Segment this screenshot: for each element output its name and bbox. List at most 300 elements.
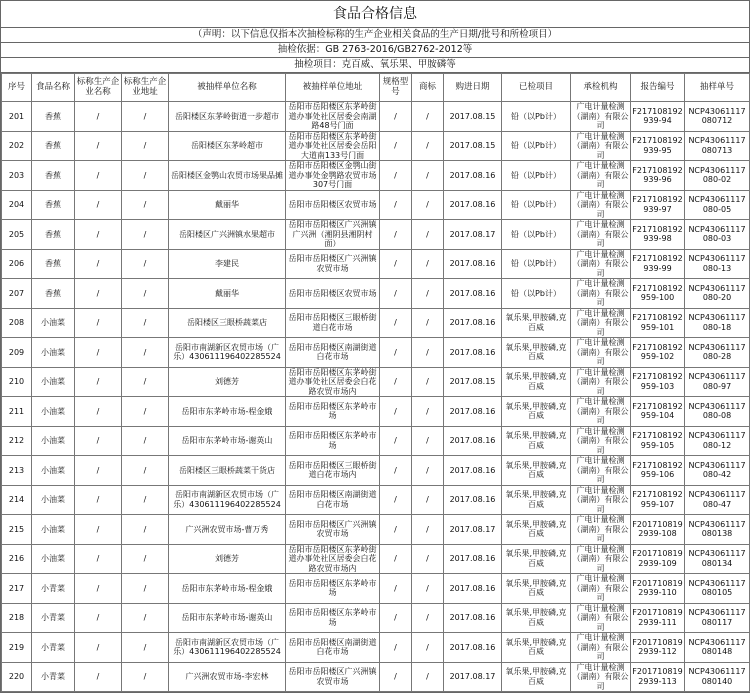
cell-sampled-unit-address: 岳阳市岳阳楼区三眼桥街道白花市场 (286, 308, 380, 338)
cell-spec: / (380, 456, 412, 486)
cell-producer-name: / (75, 279, 122, 309)
cell-producer-name: / (75, 426, 122, 456)
col-header-purchase-date: 购进日期 (444, 74, 502, 102)
cell-index: 208 (2, 308, 32, 338)
cell-report-number: F2017108192939-110 (631, 574, 685, 604)
cell-spec: / (380, 633, 412, 663)
table-header-row (2, 74, 750, 102)
cell-index: 212 (2, 426, 32, 456)
cell-sampled-unit-address: 岳阳市岳阳楼区南湖街道白花市场 (286, 633, 380, 663)
cell-sample-number: NCP43061117080-02 (685, 161, 750, 191)
cell-sample-number: NCP43061117080138 (685, 515, 750, 545)
cell-producer-name: / (75, 544, 122, 574)
cell-purchase-date: 2017.08.16 (444, 426, 502, 456)
cell-trademark: / (412, 308, 444, 338)
cell-trademark: / (412, 131, 444, 161)
cell-trademark: / (412, 397, 444, 427)
cell-producer-name: / (75, 456, 122, 486)
cell-testing-agency: 广电计量检测（湖南）有限公司 (572, 603, 629, 632)
cell-testing-agency: 广电计量检测（湖南）有限公司 (572, 426, 629, 455)
cell-tested-items: 氧乐果,甲胺磷,克百威 (502, 485, 571, 515)
cell-producer-name: / (75, 102, 122, 132)
cell-spec: / (380, 161, 412, 191)
cell-sampled-unit-name: 岳阳市东茅岭市场-程金娥 (169, 574, 286, 604)
cell-spec: / (380, 485, 412, 515)
cell-sampled-unit-address: 岳阳市岳阳楼区东茅岭市场 (286, 397, 380, 427)
cell-tested-items: 氧乐果,甲胺磷,克百威 (502, 633, 571, 663)
cell-trademark: / (412, 190, 444, 220)
cell-sampled-unit-address: 岳阳市岳阳楼区三眼桥街道白花市场内 (286, 456, 380, 486)
cell-sampled-unit-name: 岳阳楼区三眼桥蔬菜干货店 (169, 456, 286, 486)
cell-index: 207 (2, 279, 32, 309)
col-header-index: 序号 (2, 74, 32, 102)
col-header-sampled-unit-address: 被抽样单位地址 (286, 74, 380, 102)
cell-testing-agency: 广电计量检测（湖南）有限公司 (572, 544, 629, 573)
cell-tested-items: 氧乐果,甲胺磷,克百威 (502, 544, 571, 574)
cell-tested-items: 铅（以Pb计） (502, 279, 571, 309)
cell-food-name: 小青菜 (32, 633, 75, 663)
cell-testing-agency: 广电计量检测（湖南）有限公司 (572, 220, 629, 248)
cell-sampled-unit-address: 岳阳市岳阳楼区东茅岭街道办事处社区居委会岳阳大道南133号门面 (286, 131, 380, 161)
table-row (2, 279, 750, 309)
cell-sample-number: NCP43061117080140 (685, 662, 750, 692)
cell-producer-address: / (122, 220, 169, 250)
col-header-tested-items: 已检项目 (502, 74, 571, 102)
cell-report-number: F217108192939-99 (631, 249, 685, 279)
cell-sample-number: NCP43061117080-13 (685, 249, 750, 279)
cell-testing-agency: 广电计量检测（湖南）有限公司 (572, 190, 629, 219)
basis-line: 抽检依据：GB 2763-2016/GB2762-2012等 (1, 43, 749, 58)
col-header-food-name: 食品名称 (32, 74, 75, 102)
cell-food-name: 小油菜 (32, 308, 75, 338)
cell-spec: / (380, 131, 412, 161)
cell-sample-number: NCP43061117080134 (685, 544, 750, 574)
table-row (2, 456, 750, 486)
cell-report-number: F217108192959-100 (631, 279, 685, 309)
cell-food-name: 小油菜 (32, 456, 75, 486)
cell-spec: / (380, 603, 412, 633)
cell-sampled-unit-name: 岳阳市东茅岭市场-程金娥 (169, 397, 286, 427)
cell-food-name: 小油菜 (32, 515, 75, 545)
cell-food-name: 小油菜 (32, 397, 75, 427)
cell-purchase-date: 2017.08.16 (444, 338, 502, 368)
cell-sampled-unit-address: 岳阳市岳阳楼区南湖街道白花市场 (286, 485, 380, 515)
cell-tested-items: 铅（以Pb计） (502, 220, 571, 250)
cell-tested-items: 铅（以Pb计） (502, 102, 571, 132)
cell-producer-address: / (122, 367, 169, 397)
inspection-items-line: 抽检项目：克百威、氧乐果、甲胺磷等 (1, 58, 749, 73)
cell-index: 220 (2, 662, 32, 692)
cell-sampled-unit-name: 刘德芳 (169, 367, 286, 397)
cell-index: 211 (2, 397, 32, 427)
cell-sampled-unit-name: 岳阳市东茅岭市场-谢英山 (169, 426, 286, 456)
cell-testing-agency: 广电计量检测（湖南）有限公司 (572, 131, 629, 160)
cell-report-number: F217108192959-107 (631, 485, 685, 515)
cell-purchase-date: 2017.08.15 (444, 367, 502, 397)
table-row (2, 161, 750, 191)
cell-trademark: / (412, 220, 444, 250)
col-header-producer-name: 标称生产企业名称 (75, 74, 122, 102)
cell-producer-address: / (122, 308, 169, 338)
table-row (2, 338, 750, 368)
cell-producer-name: / (75, 308, 122, 338)
cell-testing-agency: 广电计量检测（湖南）有限公司 (572, 456, 629, 484)
cell-purchase-date: 2017.08.17 (444, 662, 502, 692)
cell-sampled-unit-address: 岳阳市岳阳楼区东茅岭市场 (286, 426, 380, 456)
cell-report-number: F217108192939-96 (631, 161, 685, 191)
cell-purchase-date: 2017.08.16 (444, 161, 502, 191)
cell-purchase-date: 2017.08.15 (444, 131, 502, 161)
cell-food-name: 小油菜 (32, 426, 75, 456)
cell-index: 214 (2, 485, 32, 515)
cell-testing-agency: 广电计量检测（湖南）有限公司 (572, 367, 629, 396)
cell-producer-name: / (75, 397, 122, 427)
cell-tested-items: 氧乐果,甲胺磷,克百威 (502, 308, 571, 338)
cell-producer-address: / (122, 456, 169, 486)
cell-trademark: / (412, 574, 444, 604)
table-row (2, 131, 750, 161)
cell-report-number: F217108192939-95 (631, 131, 685, 161)
cell-tested-items: 铅（以Pb计） (502, 131, 571, 161)
cell-sampled-unit-address: 岳阳市岳阳楼区金鹗山街道办事处金鹗路农贸市场307号门面 (286, 161, 380, 191)
cell-tested-items: 氧乐果,甲胺磷,克百威 (502, 367, 571, 397)
cell-food-name: 小青菜 (32, 574, 75, 604)
cell-sampled-unit-address: 岳阳市岳阳楼区东茅岭市场 (286, 574, 380, 604)
cell-food-name: 香蕉 (32, 220, 75, 250)
cell-index: 213 (2, 456, 32, 486)
cell-food-name: 香蕉 (32, 161, 75, 191)
cell-sampled-unit-name: 岳阳市南湖新区农贸市场（广乐）430611196402285524 (169, 338, 286, 368)
cell-trademark: / (412, 249, 444, 279)
cell-sampled-unit-address: 岳阳市岳阳楼区农贸市场 (286, 279, 380, 309)
cell-sampled-unit-address: 岳阳市岳阳楼区广兴洲镇广兴洲（湘阴县湘阴村面） (286, 220, 380, 250)
cell-sample-number: NCP43061117080-12 (685, 426, 750, 456)
cell-food-name: 小油菜 (32, 338, 75, 368)
cell-producer-name: / (75, 190, 122, 220)
cell-purchase-date: 2017.08.16 (444, 485, 502, 515)
cell-purchase-date: 2017.08.16 (444, 190, 502, 220)
cell-spec: / (380, 190, 412, 220)
table-row (2, 426, 750, 456)
cell-sampled-unit-name: 广兴洲农贸市场-曹万秀 (169, 515, 286, 545)
cell-producer-address: / (122, 161, 169, 191)
cell-producer-name: / (75, 249, 122, 279)
cell-tested-items: 铅（以Pb计） (502, 190, 571, 220)
cell-producer-name: / (75, 574, 122, 604)
cell-tested-items: 氧乐果,甲胺磷,克百威 (502, 662, 571, 692)
cell-sampled-unit-name: 岳阳市南湖新区农贸市场（广乐）430611196402285524 (169, 633, 286, 663)
cell-report-number: F2017108192939-109 (631, 544, 685, 574)
cell-food-name: 小油菜 (32, 544, 75, 574)
cell-sampled-unit-address: 岳阳市岳阳楼区广兴洲镇农贸市场 (286, 662, 380, 692)
cell-sampled-unit-address: 岳阳市岳阳楼区农贸市场 (286, 190, 380, 220)
cell-tested-items: 氧乐果,甲胺磷,克百威 (502, 603, 571, 633)
cell-producer-address: / (122, 574, 169, 604)
cell-index: 204 (2, 190, 32, 220)
cell-testing-agency: 广电计量检测（湖南）有限公司 (572, 279, 629, 307)
cell-producer-address: / (122, 485, 169, 515)
table-row (2, 633, 750, 663)
cell-report-number: F217108192959-102 (631, 338, 685, 368)
cell-producer-address: / (122, 603, 169, 633)
page-title: 食品合格信息 (1, 1, 749, 28)
cell-testing-agency: 广电计量检测（湖南）有限公司 (572, 338, 629, 366)
cell-sampled-unit-name: 岳阳楼区广兴洲镇水果超市 (169, 220, 286, 250)
cell-producer-address: / (122, 279, 169, 309)
cell-testing-agency: 广电计量检测（湖南）有限公司 (572, 249, 629, 278)
cell-purchase-date: 2017.08.16 (444, 308, 502, 338)
cell-producer-name: / (75, 220, 122, 250)
cell-testing-agency: 广电计量检测（湖南）有限公司 (572, 662, 629, 691)
cell-testing-agency: 广电计量检测（湖南）有限公司 (572, 308, 629, 337)
cell-index: 209 (2, 338, 32, 368)
cell-tested-items: 氧乐果,甲胺磷,克百威 (502, 515, 571, 545)
cell-purchase-date: 2017.08.16 (444, 544, 502, 574)
cell-report-number: F2017108192939-108 (631, 515, 685, 545)
cell-food-name: 香蕉 (32, 249, 75, 279)
cell-spec: / (380, 426, 412, 456)
cell-trademark: / (412, 662, 444, 692)
cell-testing-agency: 广电计量检测（湖南）有限公司 (572, 574, 629, 602)
cell-spec: / (380, 220, 412, 250)
cell-purchase-date: 2017.08.16 (444, 603, 502, 633)
table-row (2, 574, 750, 604)
cell-sampled-unit-address: 岳阳市岳阳楼区东茅岭街道办事处社区居委会白花路农贸市场内 (286, 367, 380, 397)
cell-sampled-unit-name: 岳阳楼区金鹗山农贸市场果品摊 (169, 161, 286, 191)
cell-sampled-unit-name: 刘德芳 (169, 544, 286, 574)
cell-sample-number: NCP43061117080-03 (685, 220, 750, 250)
table-row (2, 308, 750, 338)
cell-index: 210 (2, 367, 32, 397)
cell-purchase-date: 2017.08.17 (444, 220, 502, 250)
cell-trademark: / (412, 515, 444, 545)
cell-producer-name: / (75, 633, 122, 663)
table-row (2, 190, 750, 220)
table-row (2, 603, 750, 633)
cell-food-name: 香蕉 (32, 131, 75, 161)
cell-report-number: F217108192959-103 (631, 367, 685, 397)
cell-report-number: F2017108192939-113 (631, 662, 685, 692)
table-row (2, 662, 750, 692)
cell-trademark: / (412, 279, 444, 309)
cell-sampled-unit-address: 岳阳市岳阳楼区广兴洲镇农贸市场 (286, 515, 380, 545)
cell-trademark: / (412, 338, 444, 368)
cell-report-number: F217108192939-97 (631, 190, 685, 220)
cell-producer-address: / (122, 397, 169, 427)
cell-report-number: F217108192959-104 (631, 397, 685, 427)
cell-report-number: F217108192959-105 (631, 426, 685, 456)
cell-food-name: 香蕉 (32, 279, 75, 309)
table-row (2, 397, 750, 427)
cell-food-name: 小油菜 (32, 485, 75, 515)
cell-report-number: F217108192959-101 (631, 308, 685, 338)
cell-spec: / (380, 367, 412, 397)
cell-index: 218 (2, 603, 32, 633)
cell-producer-address: / (122, 544, 169, 574)
cell-food-name: 小油菜 (32, 367, 75, 397)
cell-producer-address: / (122, 102, 169, 132)
cell-index: 201 (2, 102, 32, 132)
col-header-testing-agency: 承检机构 (571, 74, 631, 102)
cell-purchase-date: 2017.08.16 (444, 249, 502, 279)
cell-producer-name: / (75, 161, 122, 191)
cell-testing-agency: 广电计量检测（湖南）有限公司 (572, 161, 629, 189)
cell-report-number: F2017108192939-111 (631, 603, 685, 633)
cell-producer-address: / (122, 249, 169, 279)
col-header-producer-address: 标称生产企业地址 (122, 74, 169, 102)
cell-sample-number: NCP43061117080-47 (685, 485, 750, 515)
cell-sample-number: NCP43061117080-42 (685, 456, 750, 486)
cell-sample-number: NCP43061117080-20 (685, 279, 750, 309)
cell-tested-items: 氧乐果,甲胺磷,克百威 (502, 426, 571, 456)
cell-food-name: 小青菜 (32, 662, 75, 692)
cell-spec: / (380, 515, 412, 545)
cell-trademark: / (412, 633, 444, 663)
cell-sample-number: NCP43061117080-28 (685, 338, 750, 368)
cell-testing-agency: 广电计量检测（湖南）有限公司 (572, 515, 629, 543)
cell-purchase-date: 2017.08.17 (444, 515, 502, 545)
cell-spec: / (380, 574, 412, 604)
cell-trademark: / (412, 544, 444, 574)
cell-sampled-unit-name: 岳阳市南湖新区农贸市场（广乐）430611196402285524 (169, 485, 286, 515)
cell-producer-address: / (122, 662, 169, 692)
col-header-sample-number: 抽样单号 (685, 74, 750, 102)
cell-sampled-unit-address: 岳阳市岳阳楼区南湖街道白花市场 (286, 338, 380, 368)
cell-producer-name: / (75, 603, 122, 633)
cell-sampled-unit-name: 李建民 (169, 249, 286, 279)
cell-sampled-unit-address: 岳阳市岳阳楼区东茅岭街道办事处社区居委会白花路农贸市场内 (286, 544, 380, 574)
table-row (2, 102, 750, 132)
cell-purchase-date: 2017.08.16 (444, 633, 502, 663)
table-row (2, 367, 750, 397)
cell-sample-number: NCP43061117080-18 (685, 308, 750, 338)
cell-spec: / (380, 338, 412, 368)
cell-sampled-unit-name: 戴丽华 (169, 190, 286, 220)
cell-producer-name: / (75, 338, 122, 368)
table-body (2, 102, 750, 692)
cell-sample-number: NCP43061117080712 (685, 102, 750, 132)
cell-sample-number: NCP43061117080713 (685, 131, 750, 161)
cell-testing-agency: 广电计量检测（湖南）有限公司 (572, 397, 629, 425)
cell-purchase-date: 2017.08.15 (444, 102, 502, 132)
cell-sample-number: NCP43061117080148 (685, 633, 750, 663)
cell-producer-name: / (75, 515, 122, 545)
cell-tested-items: 氧乐果,甲胺磷,克百威 (502, 574, 571, 604)
cell-index: 216 (2, 544, 32, 574)
cell-producer-address: / (122, 131, 169, 161)
col-header-sampled-unit-name: 被抽样单位名称 (169, 74, 286, 102)
table-row (2, 515, 750, 545)
cell-trademark: / (412, 161, 444, 191)
cell-spec: / (380, 102, 412, 132)
cell-sampled-unit-name: 岳阳楼区东茅岭街道一步超市 (169, 102, 286, 132)
cell-sampled-unit-address: 岳阳市岳阳楼区东茅岭市场 (286, 603, 380, 633)
cell-sample-number: NCP43061117080117 (685, 603, 750, 633)
cell-testing-agency: 广电计量检测（湖南）有限公司 (572, 633, 629, 661)
cell-food-name: 小青菜 (32, 603, 75, 633)
cell-producer-name: / (75, 485, 122, 515)
cell-producer-name: / (75, 662, 122, 692)
cell-producer-address: / (122, 633, 169, 663)
cell-spec: / (380, 397, 412, 427)
cell-food-name: 香蕉 (32, 102, 75, 132)
cell-food-name: 香蕉 (32, 190, 75, 220)
table-row (2, 220, 750, 250)
cell-producer-address: / (122, 515, 169, 545)
cell-producer-address: / (122, 190, 169, 220)
cell-sampled-unit-name: 岳阳楼区三眼桥蔬菜店 (169, 308, 286, 338)
cell-sample-number: NCP43061117080-08 (685, 397, 750, 427)
cell-trademark: / (412, 603, 444, 633)
cell-report-number: F217108192939-98 (631, 220, 685, 250)
cell-producer-address: / (122, 426, 169, 456)
cell-spec: / (380, 544, 412, 574)
cell-sample-number: NCP43061117080-05 (685, 190, 750, 220)
cell-spec: / (380, 279, 412, 309)
results-table (1, 73, 750, 692)
cell-tested-items: 铅（以Pb计） (502, 249, 571, 279)
cell-index: 215 (2, 515, 32, 545)
col-header-spec: 规格型号 (380, 74, 412, 102)
col-header-trademark: 商标 (412, 74, 444, 102)
declaration-line: （声明：以下信息仅指本次抽检标称的生产企业相关食品的生产日期/批号和所检项目） (1, 28, 749, 43)
cell-producer-address: / (122, 338, 169, 368)
table-row (2, 544, 750, 574)
cell-testing-agency: 广电计量检测（湖南）有限公司 (572, 485, 629, 514)
cell-sample-number: NCP43061117080-97 (685, 367, 750, 397)
cell-sampled-unit-name: 岳阳楼区东茅岭超市 (169, 131, 286, 161)
cell-index: 219 (2, 633, 32, 663)
cell-index: 203 (2, 161, 32, 191)
cell-trademark: / (412, 102, 444, 132)
cell-index: 205 (2, 220, 32, 250)
table-row (2, 249, 750, 279)
cell-index: 217 (2, 574, 32, 604)
cell-tested-items: 氧乐果,甲胺磷,克百威 (502, 456, 571, 486)
cell-sampled-unit-address: 岳阳市岳阳楼区广兴洲镇农贸市场 (286, 249, 380, 279)
cell-trademark: / (412, 367, 444, 397)
cell-tested-items: 氧乐果,甲胺磷,克百威 (502, 338, 571, 368)
cell-sample-number: NCP43061117080105 (685, 574, 750, 604)
cell-index: 206 (2, 249, 32, 279)
cell-report-number: F217108192959-106 (631, 456, 685, 486)
col-header-report-number: 报告编号 (631, 74, 685, 102)
cell-purchase-date: 2017.08.16 (444, 456, 502, 486)
cell-trademark: / (412, 456, 444, 486)
cell-sampled-unit-name: 岳阳市东茅岭市场-谢英山 (169, 603, 286, 633)
cell-sampled-unit-address: 岳阳市岳阳楼区东茅岭街道办事处社区居委会南湖路48号门面 (286, 102, 380, 132)
cell-sampled-unit-name: 广兴洲农贸市场-李宏林 (169, 662, 286, 692)
cell-spec: / (380, 249, 412, 279)
cell-tested-items: 氧乐果,甲胺磷,克百威 (502, 397, 571, 427)
cell-report-number: F217108192939-94 (631, 102, 685, 132)
cell-purchase-date: 2017.08.16 (444, 574, 502, 604)
cell-spec: / (380, 308, 412, 338)
cell-trademark: / (412, 485, 444, 515)
cell-testing-agency: 广电计量检测（湖南）有限公司 (572, 102, 629, 130)
table-row (2, 485, 750, 515)
cell-trademark: / (412, 426, 444, 456)
cell-report-number: F2017108192939-112 (631, 633, 685, 663)
cell-tested-items: 铅（以Pb计） (502, 161, 571, 191)
cell-purchase-date: 2017.08.16 (444, 279, 502, 309)
cell-sampled-unit-name: 戴丽华 (169, 279, 286, 309)
cell-spec: / (380, 662, 412, 692)
cell-producer-name: / (75, 367, 122, 397)
cell-producer-name: / (75, 131, 122, 161)
cell-purchase-date: 2017.08.16 (444, 397, 502, 427)
cell-index: 202 (2, 131, 32, 161)
